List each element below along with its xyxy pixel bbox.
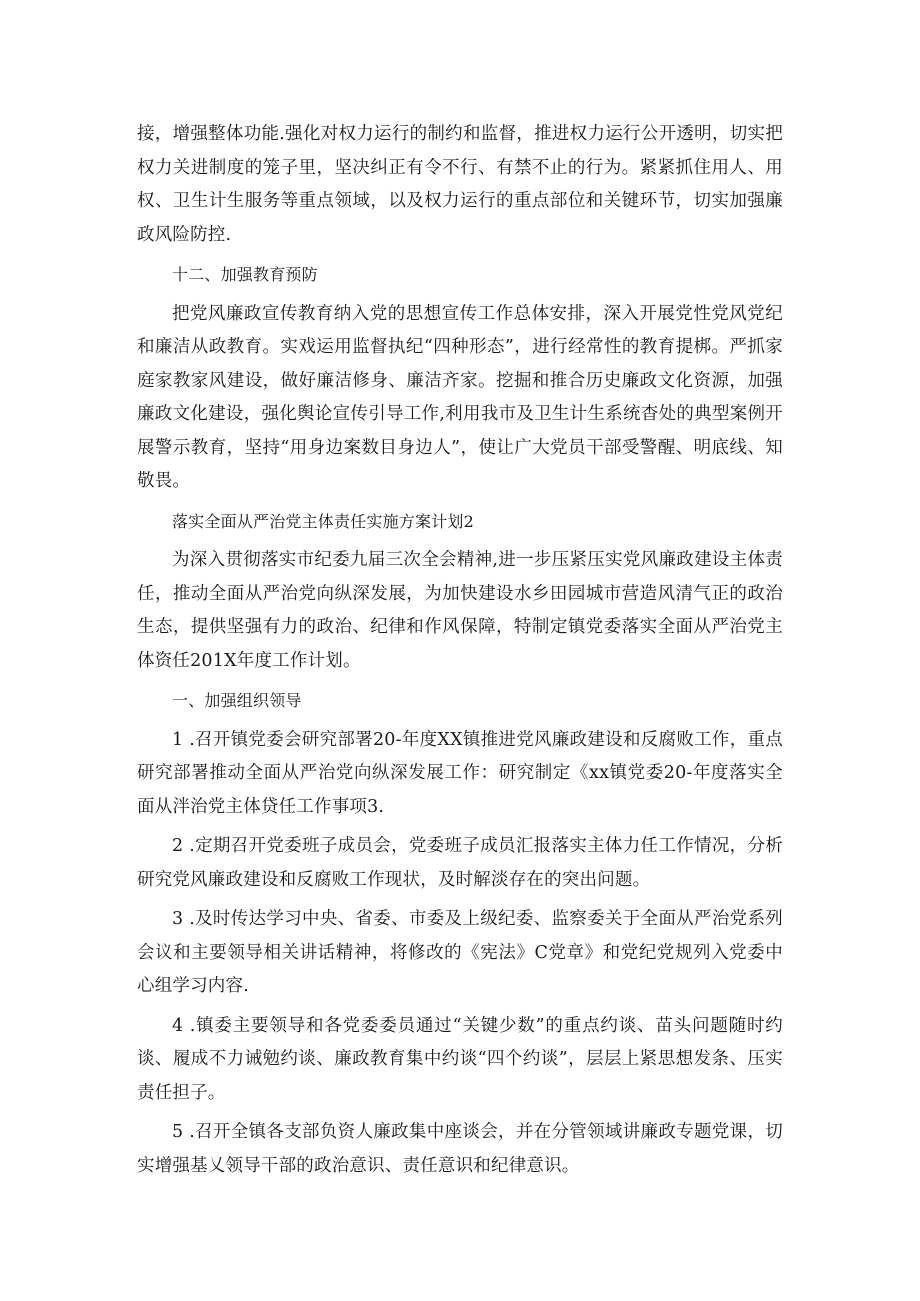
paragraph-intro: 为深入贯彻落实市纪委九届三次全会精神,进一步压紧压实党风廉政建设主体责任，推动全面从严治党向纵深发展，为加快建设水乡田园城市营造风清气正的政治生态，提供坚强有力的政治、纪律和作风保障，特制定镇党委落实全面从严治党主体资任201X年度工作计划。 bbox=[137, 550, 783, 671]
section-heading-one: 一、加强组织领导 bbox=[172, 691, 302, 710]
document-title-plan-2: 落实全面从严治党主体责任实施方案计划2 bbox=[172, 511, 474, 531]
paragraph-continuation: 接，增强整体功能.强化对权力运行的制约和监督，推进权力运行公开透明，切实把权力关进制度的笼子里，坚决纠正有令不行、有禁不止的行为。紧紧抓住用人、用权、卫生计生服务等重点领域，以及权力运行的重点部位和关键环节，切实加强廉政风险防控. bbox=[137, 124, 783, 245]
section-heading-twelve: 十二、加强教育预防 bbox=[172, 265, 318, 284]
paragraph-education-prevention: 把党风廉政宣传教育纳入党的思想宣传工作总体安排，深入开展党性党风党纪和廉洁从政教育。实戏运用监督执纪“四种形态”，进行经常性的教育提梆。严抓家庭家教家风建设，做好廉洁修身、廉洁齐家。挖掘和推合历史廉政文化资源，加强廉政文化建设，强化舆论宣传引导工作,利用我市及卫生计生系统杳处的典型案例开展警示教育，坚持“用身边案数目身边人”，使让广大党员干部受警醒、明底线、知敬畏。 bbox=[137, 303, 783, 491]
list-item-3: 3 .及时传达学习中央、省委、市委及上级纪委、监察委关于全面从严治党系列会议和主要领导相关讲话精神，将修改的《宪法》C党章》和党纪党规列入党委中心组学习内容. bbox=[137, 909, 783, 996]
list-item-2: 2 .定期召开党委班子成员会，党委班子成员汇报落实主体力任工作情况，分析研究党风廉政建设和反腐败工作现状，及时解淡存在的突出问题。 bbox=[137, 836, 783, 890]
list-item-5: 5 .召开全镇各支部负资人廉政集中座谈会，并在分管领域讲廉政专题党课，切实增强基乂领导干部的政治意识、责任意识和纪律意识。 bbox=[137, 1122, 783, 1176]
document-page bbox=[137, 118, 783, 1183]
list-item-4: 4 .镇委主要领导和各党委委员通过“关键少数”的重点约谈、苗头问题随时约谈、履成不力诫勉约谈、廉政教育集中约谈“四个约谈”，层层上紧思想发条、压实责任担子。 bbox=[137, 1015, 783, 1103]
list-item-1: 1 .召开镇党委会研究部署20-年度XX镇推进党风廉政建设和反腐败工作，重点研究部署推动全面从严治党向纵深发展工作：研究制定《xx镇党委20-年度落实全面从泮治党主体贷任工作事项3. bbox=[137, 729, 783, 817]
